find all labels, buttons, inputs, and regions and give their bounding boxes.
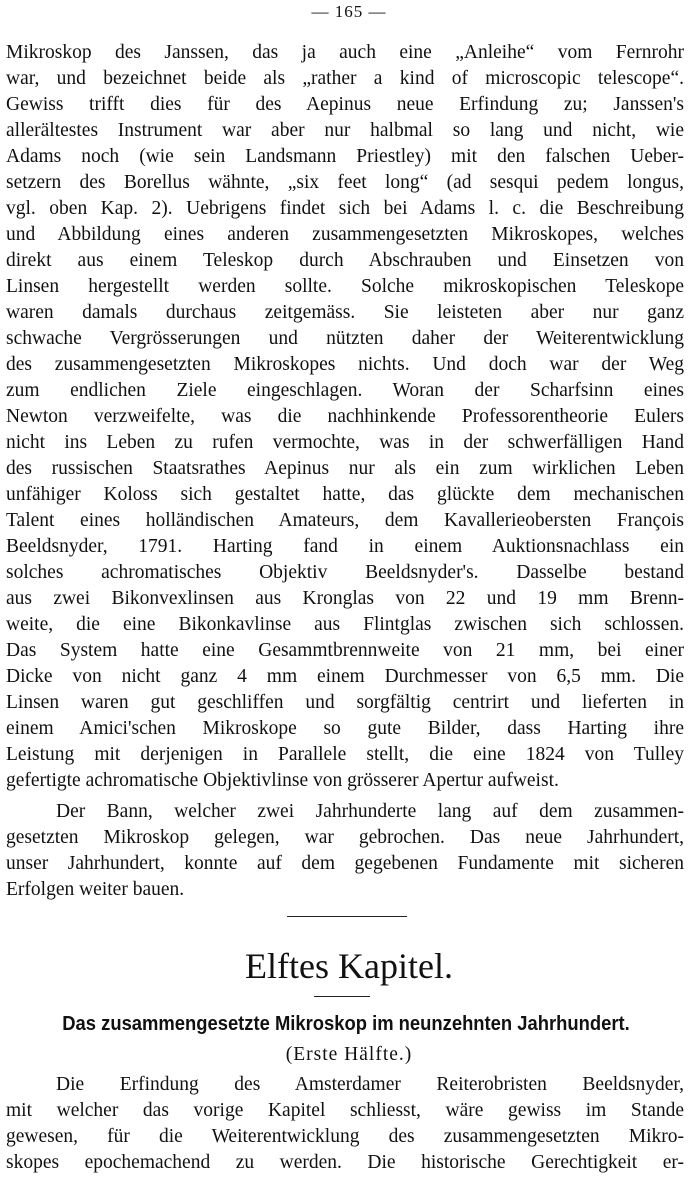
text-line: nicht ins Leben zu rufen vermochte, was in der schwerfälligen Hand bbox=[6, 432, 684, 453]
section-heading: Das zusammengesetzte Mikroskop im neunzehnten Jahrhundert. bbox=[62, 1013, 630, 1035]
text-line: weite, die eine Bikonkavlinse aus Flintglas zwischen sich schlossen. bbox=[6, 614, 684, 635]
text-line: Talent eines holländischen Amateurs, dem Kavallerieobersten François bbox=[6, 510, 684, 531]
text-line: Newton verzweifelte, was die nachhinkende Professorentheorie Eulers bbox=[6, 406, 684, 427]
text-line: des russischen Staatsrathes Aepinus nur als ein zum wirklichen Leben bbox=[6, 458, 684, 479]
text-line: gewesen, für die Weiterentwicklung des zusammengesetzten Mikro- bbox=[6, 1126, 684, 1147]
title-underline bbox=[314, 996, 370, 997]
text-line: unfähiger Koloss sich gestaltet hatte, das glückte dem mechanischen bbox=[6, 484, 684, 505]
text-line: Linsen waren gut geschliffen und sorgfältig centrirt und lieferten in bbox=[6, 692, 684, 713]
text-line: Adams noch (wie sein Landsmann Priestley) mit den falschen Ueber- bbox=[6, 146, 684, 167]
text-line: skopes epochemachend zu werden. Die historische Gerechtigkeit er- bbox=[6, 1152, 684, 1173]
text-line: direkt aus einem Teleskop durch Abschrauben und Einsetzen von bbox=[6, 250, 684, 271]
text-line: und Abbildung eines anderen zusammengesetzten Mikroskopes, welches bbox=[6, 224, 684, 245]
text-line: des zusammengesetzten Mikroskopes nichts. Und doch war der Weg bbox=[6, 354, 684, 375]
page-number: — 165 — bbox=[311, 2, 387, 21]
text-line: Erfolgen weiter bauen. bbox=[6, 879, 185, 900]
text-line: Dicke von nicht ganz 4 mm einem Durchmesser von 6,5 mm. Die bbox=[6, 666, 684, 687]
text-line: solches achromatisches Objektiv Beeldsnyder's. Dasselbe bestand bbox=[6, 562, 684, 583]
chapter-title: Elftes Kapitel. bbox=[245, 946, 453, 986]
text-line: Die Erfindung des Amsterdamer Reiterobristen Beeldsnyder, bbox=[56, 1074, 684, 1095]
text-line: Leistung mit derjenigen in Parallele stellt, die eine 1824 von Tulley bbox=[6, 744, 684, 765]
text-line: vgl. oben Kap. 2). Uebrigens findet sich bei Adams l. c. die Beschreibung bbox=[6, 198, 684, 219]
text-line: Gewiss trifft dies für des Aepinus neue Erfindung zu; Janssen's bbox=[6, 94, 684, 115]
text-line: aus zwei Bikonvexlinsen aus Kronglas von 22 und 19 mm Brenn- bbox=[6, 588, 684, 609]
text-line: Linsen hergestellt werden sollte. Solche mikroskopischen Teleskope bbox=[6, 276, 684, 297]
text-line: Das System hatte eine Gesammtbrennweite von 21 mm, bei einer bbox=[6, 640, 684, 661]
text-line: gesetzten Mikroskop gelegen, war gebrochen. Das neue Jahrhundert, bbox=[6, 827, 684, 848]
text-line: waren damals durchaus zeitgemäss. Sie leisteten aber nur ganz bbox=[6, 302, 684, 323]
text-line: unser Jahrhundert, konnte auf dem gegebenen Fundamente mit sicheren bbox=[6, 853, 684, 874]
text-line: einem Amici'schen Mikroskope so gute Bilder, dass Harting ihre bbox=[6, 718, 684, 739]
text-line: Der Bann, welcher zwei Jahrhunderte lang auf dem zusammen- bbox=[56, 801, 684, 822]
text-line: Beeldsnyder, 1791. Harting fand in einem Auktionsnachlass ein bbox=[6, 536, 684, 557]
text-line: war, und bezeichnet beide als „rather a kind of microscopic telescope“. bbox=[6, 68, 684, 89]
text-line: setzern des Borellus wähnte, „six feet long“ (ad sesqui pedem longus, bbox=[6, 172, 684, 193]
text-line: Mikroskop des Janssen, das ja auch eine „Anleihe“ vom Fernrohr bbox=[6, 42, 684, 63]
text-line: schwache Vergrösserungen und nützten daher der Weiterentwicklung bbox=[6, 328, 684, 349]
text-line: gefertigte achromatische Objektivlinse von grösserer Apertur aufweist. bbox=[6, 770, 559, 791]
text-line: mit welcher das vorige Kapitel schliesst, wäre gewiss im Stande bbox=[6, 1100, 684, 1121]
text-line: zum endlichen Ziele eingeschlagen. Woran der Scharfsinn eines bbox=[6, 380, 684, 401]
section-subheading: (Erste Hälfte.) bbox=[285, 1044, 413, 1065]
text-line: allerältestes Instrument war aber nur halbmal so lang und nicht, wie bbox=[6, 120, 684, 141]
section-divider bbox=[287, 916, 407, 917]
